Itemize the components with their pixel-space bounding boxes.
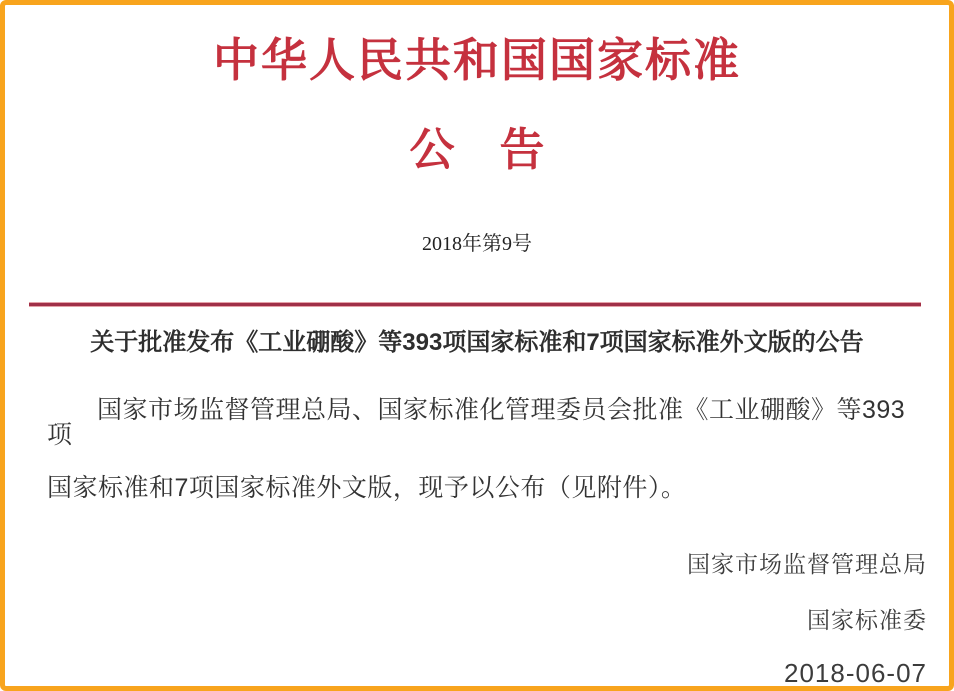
document-number: 2018年第9号 [422,233,532,255]
red-divider-line [29,303,921,306]
body-line-2: 国家标准和7项国家标准外文版，现予以公布（见附件）。 [47,474,687,502]
announcement-label: 公 告 [409,125,545,175]
issuer-2: 国家标准委 [807,607,927,633]
issuer-1: 国家市场监督管理总局 [687,551,927,577]
announcement-body [5,398,949,501]
body-line-1: 国家市场监督管理总局、国家标准化管理委员会批准《工业硼酸》等393项 [47,396,906,449]
document-masthead: 中华人民共和国国家标准 [213,35,741,86]
announcement-heading: 关于批准发布《工业硼酸》等393项国家标准和7项国家标准外文版的公告 [90,329,864,356]
signature-block [5,553,949,687]
issue-date: 2018-06-07 [784,658,927,688]
